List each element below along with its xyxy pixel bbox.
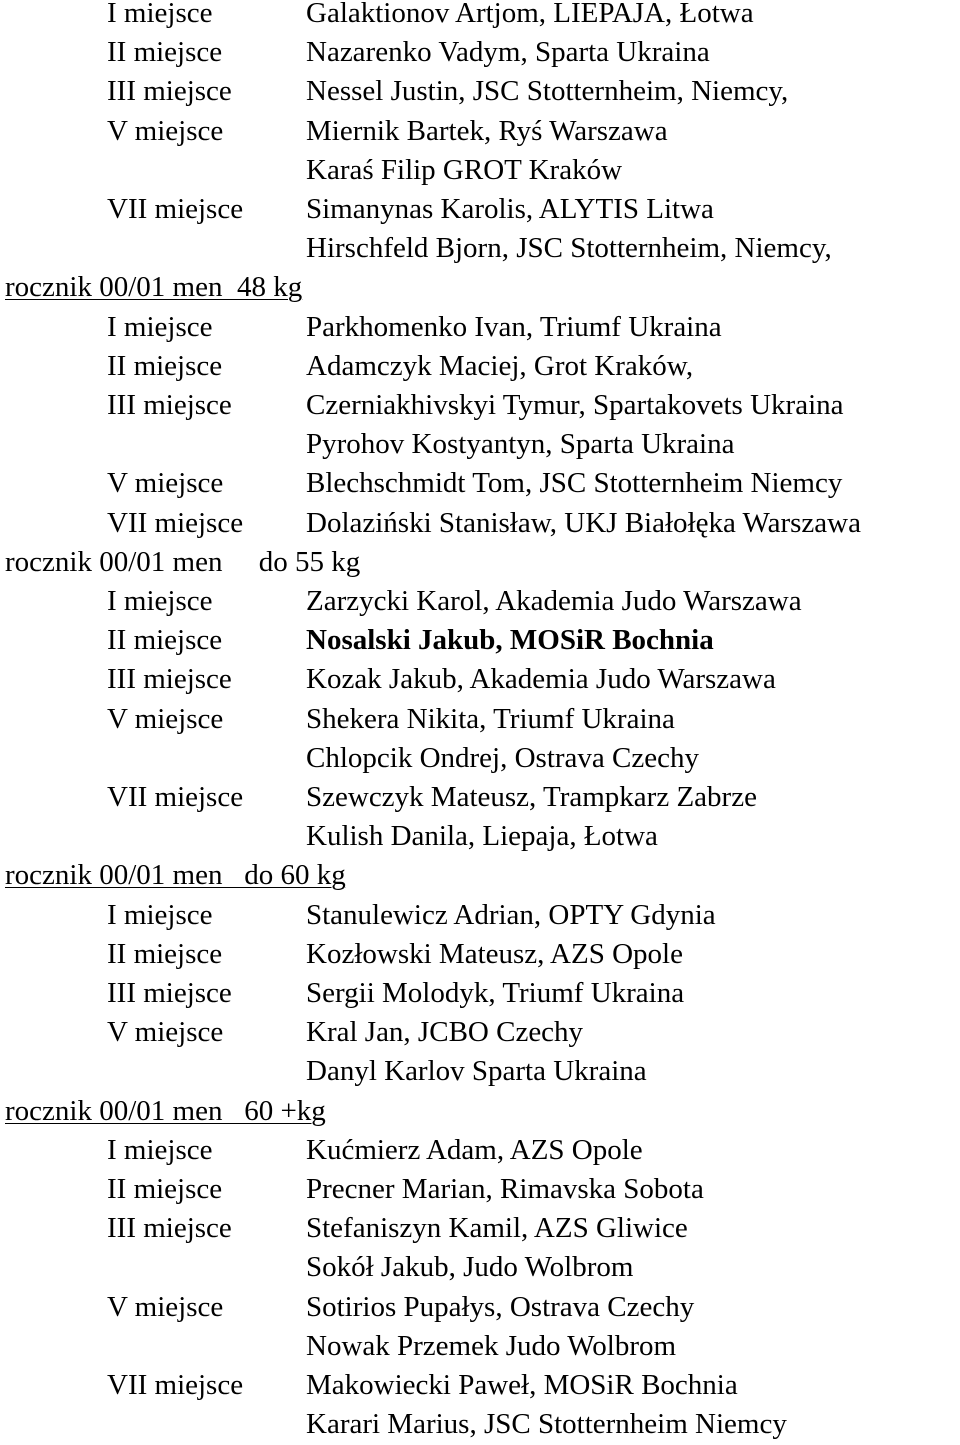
athlete-entry: Danyl Karlov Sparta Ukraina: [306, 1055, 647, 1088]
place-label: III miejsce: [107, 389, 232, 421]
athlete-entry: Stefaniszyn Kamil, AZS Gliwice: [306, 1212, 688, 1245]
place-label: VII miejsce: [107, 506, 244, 539]
athlete-entry: Stanulewicz Adrian, OPTY Gdynia: [306, 898, 716, 931]
place-label: V miejsce: [107, 114, 224, 147]
athlete-entry: Makowiecki Paweł, MOSiR Bochnia: [306, 1369, 738, 1401]
athlete-entry: Shekera Nikita, Triumf Ukraina: [306, 702, 675, 735]
athlete-entry: Karaś Filip GROT Kraków: [306, 153, 623, 186]
athlete-entry: Karari Marius, JSC Stotternheim Niemcy: [306, 1408, 787, 1441]
place-label: I miejsce: [107, 585, 213, 617]
athlete-entry: Adamczyk Maciej, Grot Kraków,: [306, 349, 694, 382]
athlete-entry: Nazarenko Vadym, Sparta Ukraina: [306, 36, 710, 69]
athlete-entry: Kulish Danila, Liepaja, Łotwa: [306, 820, 658, 853]
athlete-entry: Dolaziński Stanisław, UKJ Białołęka Warszawa: [306, 506, 861, 539]
place-label: II miejsce: [107, 349, 223, 382]
place-label: I miejsce: [107, 310, 213, 343]
athlete-entry: Nosalski Jakub, MOSiR Bochnia: [306, 624, 714, 657]
athlete-entry: Pyrohov Kostyantyn, Sparta Ukraina: [306, 428, 735, 461]
place-label: II miejsce: [107, 1173, 223, 1205]
athlete-entry: Simanynas Karolis, ALYTIS Litwa: [306, 193, 714, 225]
place-label: III miejsce: [107, 977, 232, 1009]
athlete-entry: Miernik Bartek, Ryś Warszawa: [306, 114, 668, 147]
place-label: V miejsce: [107, 467, 224, 500]
athlete-entry: Szewczyk Mateusz, Trampkarz Zabrze: [306, 781, 757, 813]
athlete-entry: Precner Marian, Rimavska Sobota: [306, 1173, 704, 1205]
athlete-entry: Nowak Przemek Judo Wolbrom: [306, 1329, 677, 1362]
athlete-entry: Hirschfeld Bjorn, JSC Stotternheim, Niemcy,: [306, 232, 832, 265]
place-label: V miejsce: [107, 1290, 224, 1323]
place-label: I miejsce: [107, 898, 213, 931]
category-header: rocznik 00/01 men 60 +kg: [5, 1094, 326, 1127]
place-label: VII miejsce: [107, 193, 244, 225]
athlete-entry: Kućmierz Adam, AZS Opole: [306, 1133, 643, 1166]
place-label: III miejsce: [107, 75, 232, 108]
place-label: I miejsce: [107, 0, 213, 29]
place-label: II miejsce: [107, 937, 223, 970]
athlete-entry: Sokół Jakub, Judo Wolbrom: [306, 1251, 634, 1284]
category-header: rocznik 00/01 men do 60 kg: [5, 859, 346, 892]
athlete-entry: Galaktionov Artjom, LIEPAJA, Łotwa: [306, 0, 754, 29]
athlete-entry: Kozak Jakub, Akademia Judo Warszawa: [306, 663, 776, 696]
athlete-entry: Nessel Justin, JSC Stotternheim, Niemcy,: [306, 75, 789, 108]
place-label: VII miejsce: [107, 1369, 244, 1401]
place-label: V miejsce: [107, 1016, 224, 1049]
athlete-entry: Czerniakhivskyi Tymur, Spartakovets Ukraina: [306, 389, 844, 421]
place-label: VII miejsce: [107, 781, 244, 813]
athlete-entry: Blechschmidt Tom, JSC Stotternheim Niemcy: [306, 467, 843, 500]
place-label: II miejsce: [107, 624, 223, 657]
athlete-entry: Zarzycki Karol, Akademia Judo Warszawa: [306, 585, 802, 617]
category-header: rocznik 00/01 men do 55 kg: [5, 545, 361, 578]
athlete-entry: Chlopcik Ondrej, Ostrava Czechy: [306, 741, 700, 774]
athlete-entry: Parkhomenko Ivan, Triumf Ukraina: [306, 310, 722, 343]
place-label: III miejsce: [107, 1212, 232, 1245]
place-label: II miejsce: [107, 36, 223, 69]
category-header: rocznik 00/01 men 48 kg: [5, 271, 303, 304]
place-label: III miejsce: [107, 663, 232, 696]
place-label: I miejsce: [107, 1133, 213, 1166]
athlete-entry: Sotirios Pupałys, Ostrava Czechy: [306, 1290, 695, 1323]
athlete-entry: Kozłowski Mateusz, AZS Opole: [306, 937, 683, 970]
athlete-entry: Sergii Molodyk, Triumf Ukraina: [306, 977, 685, 1009]
place-label: V miejsce: [107, 702, 224, 735]
athlete-entry: Kral Jan, JCBO Czechy: [306, 1016, 584, 1049]
